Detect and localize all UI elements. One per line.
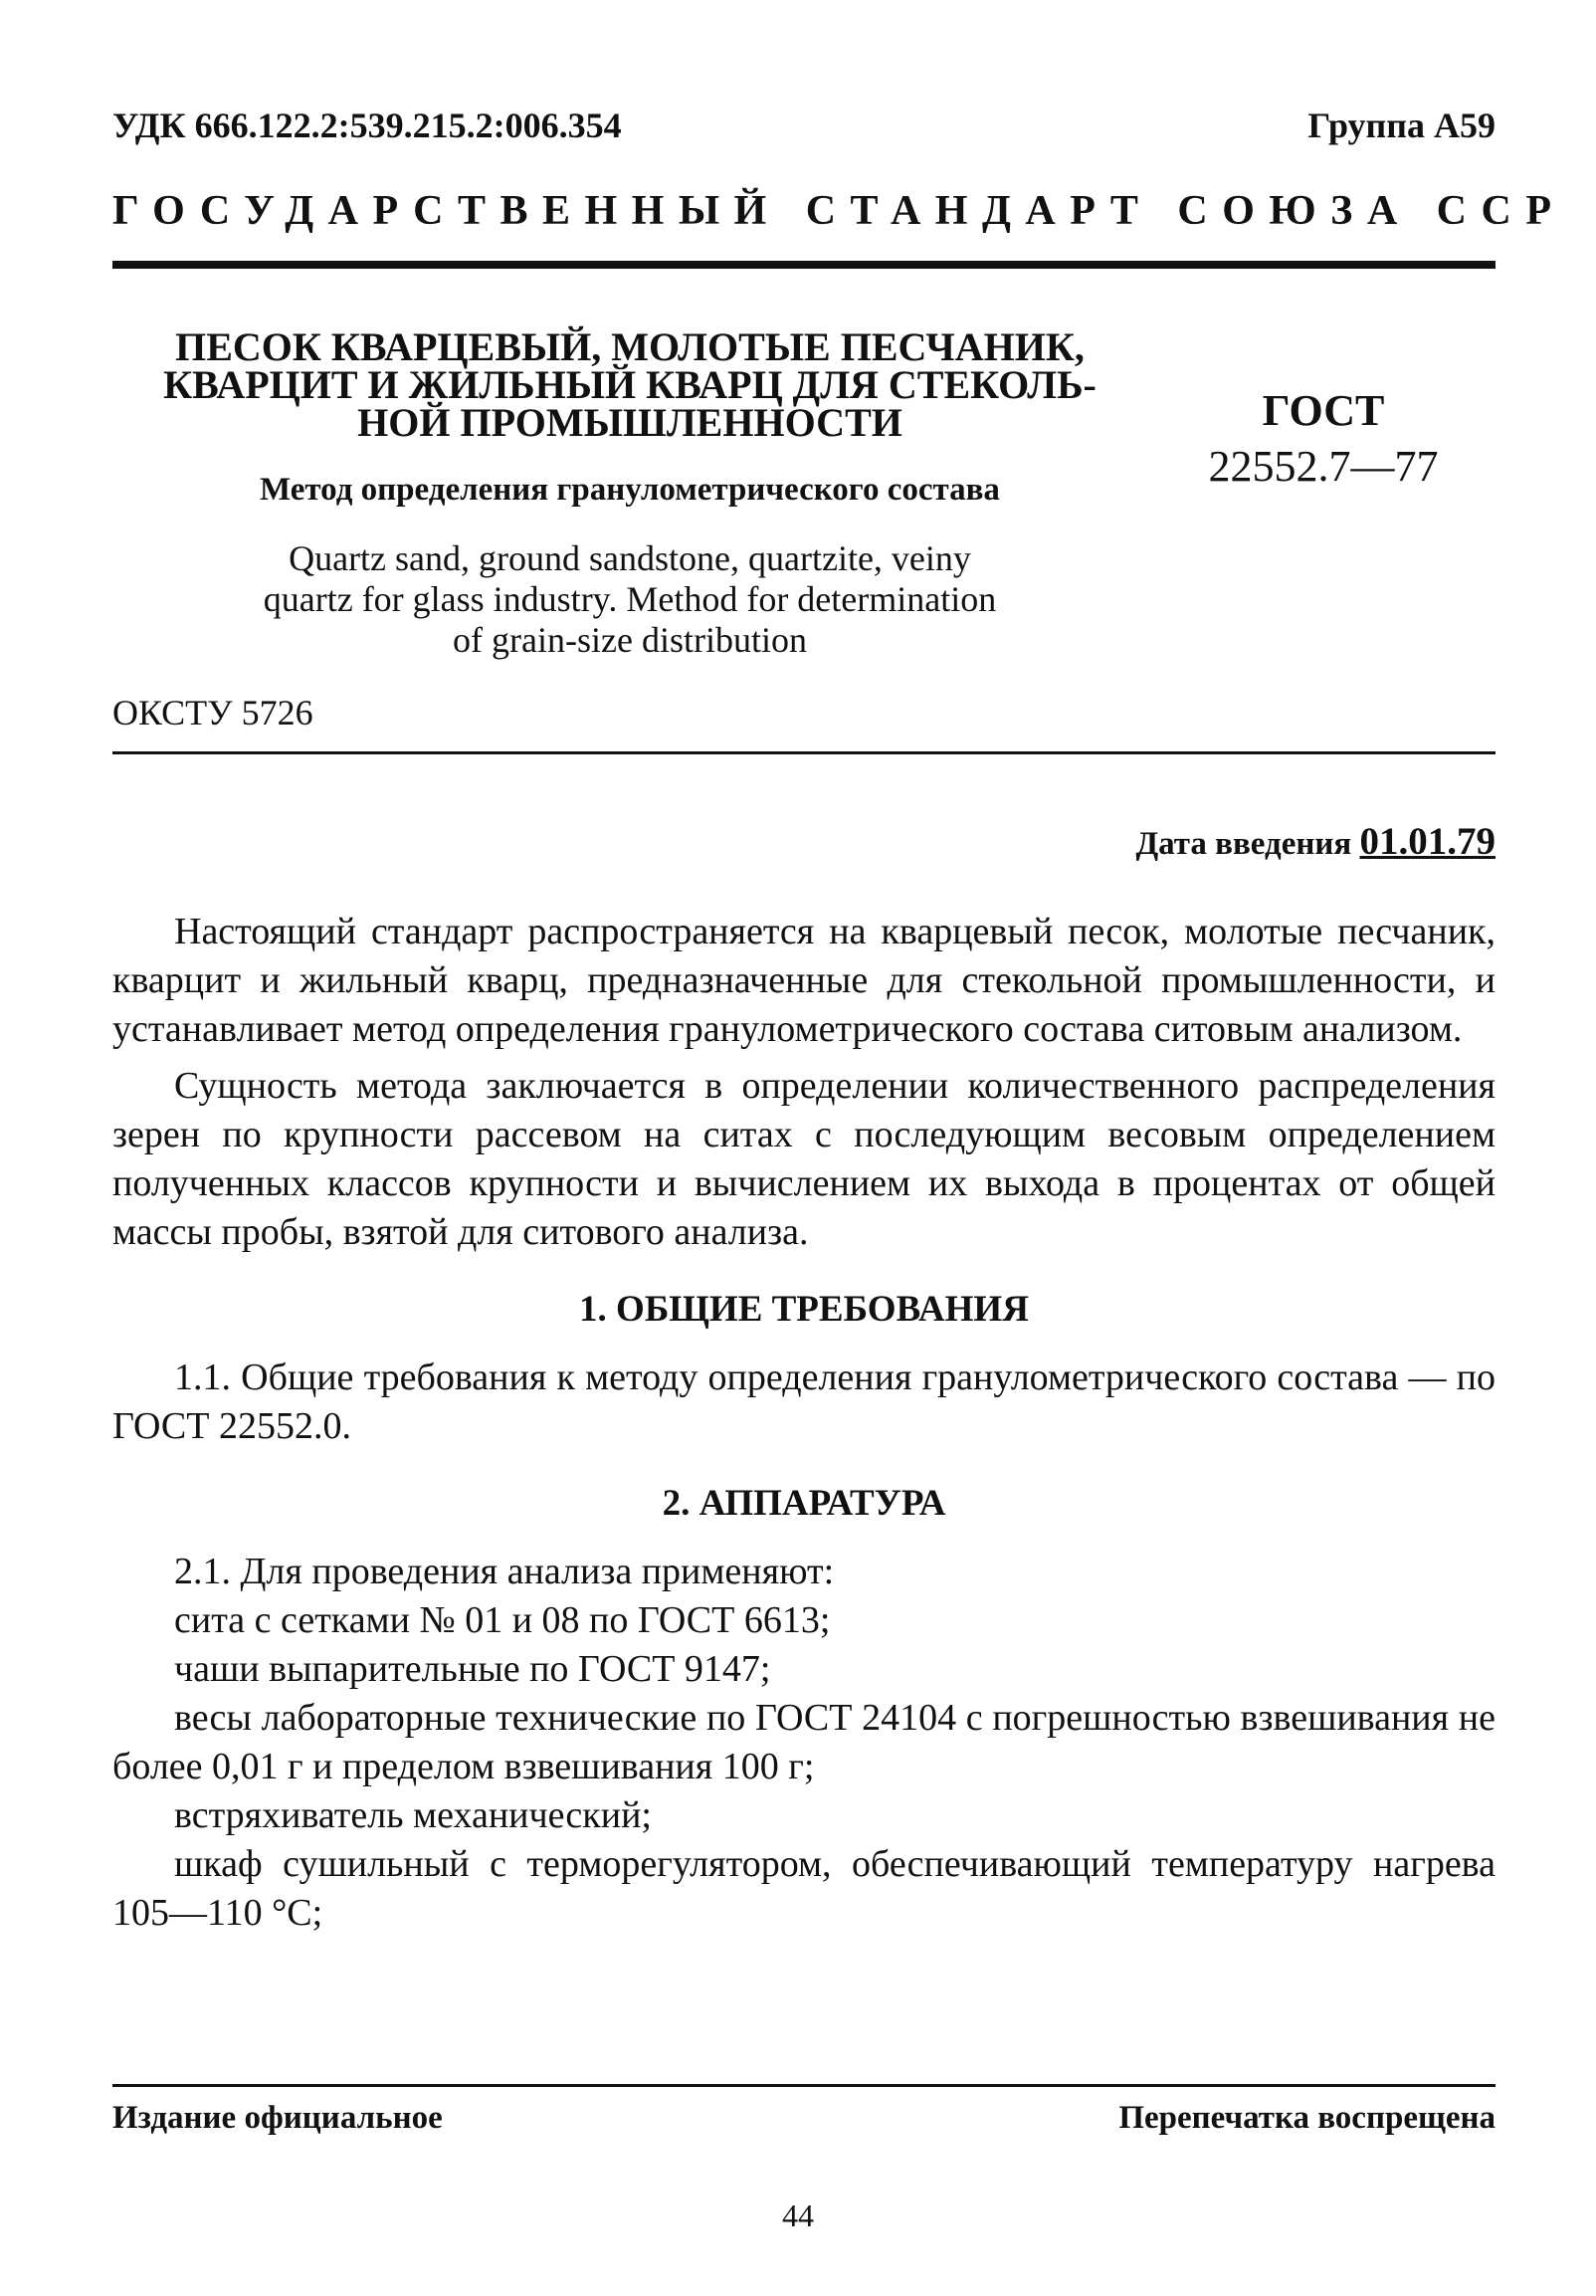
title-block bbox=[112, 324, 1147, 661]
section-1-title: 1. ОБЩИЕ ТРЕБОВАНИЯ bbox=[579, 1289, 1029, 1330]
section-2-item: весы лабораторные технические по ГОСТ 24104 с погрешностью взвешивания не более 0,01 г и пределом взвешивания 100 г; bbox=[112, 1697, 1496, 1787]
gost-label: ГОСТ bbox=[1262, 386, 1385, 435]
section-2-item: 2.1. Для проведения анализа применяют: bbox=[174, 1551, 835, 1592]
title-line-3: НОЙ ПРОМЫШЛЕННОСТИ bbox=[357, 400, 902, 445]
official-edition-note: Издание официальное bbox=[112, 2100, 443, 2136]
state-standard-heading: ГОСУДАРСТВЕННЫЙ СТАНДАРТ СОЮЗА ССР bbox=[112, 188, 1566, 234]
okstu-code: ОКСТУ 5726 bbox=[112, 693, 313, 732]
page-number: 44 bbox=[782, 2197, 814, 2233]
english-title-line-2: quartz for glass industry. Method for determination bbox=[263, 579, 997, 619]
section-1-text: 1.1. Общие требования к методу определения гранулометрического состава — по ГОСТ 22552.0. bbox=[112, 1357, 1496, 1447]
method-subtitle: Метод определения гранулометрического состава bbox=[260, 472, 1000, 508]
title-line-1: ПЕСОК КВАРЦЕВЫЙ, МОЛОТЫЕ ПЕСЧАНИК, bbox=[175, 324, 1085, 369]
date-label: Дата введения bbox=[1135, 826, 1352, 862]
intro-paragraph-2: Сущность метода заключается в определении количественного распределения зерен по крупности рассевом на ситах с последующим весовым определением полученных классов крупности и вычислением их выхода в процентах от общей массы пробы, взятой для ситового анализа. bbox=[112, 1065, 1496, 1253]
gost-designation bbox=[1194, 383, 1453, 495]
introduction-date bbox=[1135, 819, 1496, 864]
footer-rule bbox=[112, 2084, 1496, 2087]
gost-number: 22552.7—77 bbox=[1208, 442, 1439, 491]
section-2-item: сита с сетками № 01 и 08 по ГОСТ 6613; bbox=[174, 1599, 831, 1641]
group-code: Группа А59 bbox=[1307, 105, 1496, 145]
intro-paragraph-1: Настоящий стандарт распространяется на кварцевый песок, молотые песчаник, кварцит и жильный кварц, предназначенные для стекольной промышленности, и устанавливает метод определения гранулометрического состава ситовым анализом. bbox=[112, 911, 1496, 1050]
section-2-item: шкаф сушильный с терморегулятором, обеспечивающий температуру нагрева 105—110 °С; bbox=[112, 1843, 1496, 1934]
document-body bbox=[112, 908, 1496, 1938]
title-line-2: КВАРЦИТ И ЖИЛЬНЫЙ КВАРЦ ДЛЯ СТЕКОЛЬ- bbox=[163, 362, 1097, 407]
english-title-line-1: Quartz sand, ground sandstone, quartzite, veiny bbox=[289, 538, 971, 578]
date-value: 01.01.79 bbox=[1359, 820, 1496, 863]
header-rule bbox=[112, 261, 1496, 269]
english-title-line-3: of grain-size distribution bbox=[453, 620, 807, 660]
udk-code: УДК 666.122.2:539.215.2:006.354 bbox=[112, 105, 622, 145]
english-title bbox=[112, 538, 1147, 661]
section-2-item: встряхиватель механический; bbox=[174, 1794, 652, 1836]
section-2-title: 2. АППАРАТУРА bbox=[662, 1483, 946, 1524]
section-2-item: чаши выпарительные по ГОСТ 9147; bbox=[174, 1648, 771, 1690]
title-rule bbox=[112, 751, 1496, 754]
reprint-prohibited-note: Перепечатка воспрещена bbox=[1118, 2100, 1496, 2136]
